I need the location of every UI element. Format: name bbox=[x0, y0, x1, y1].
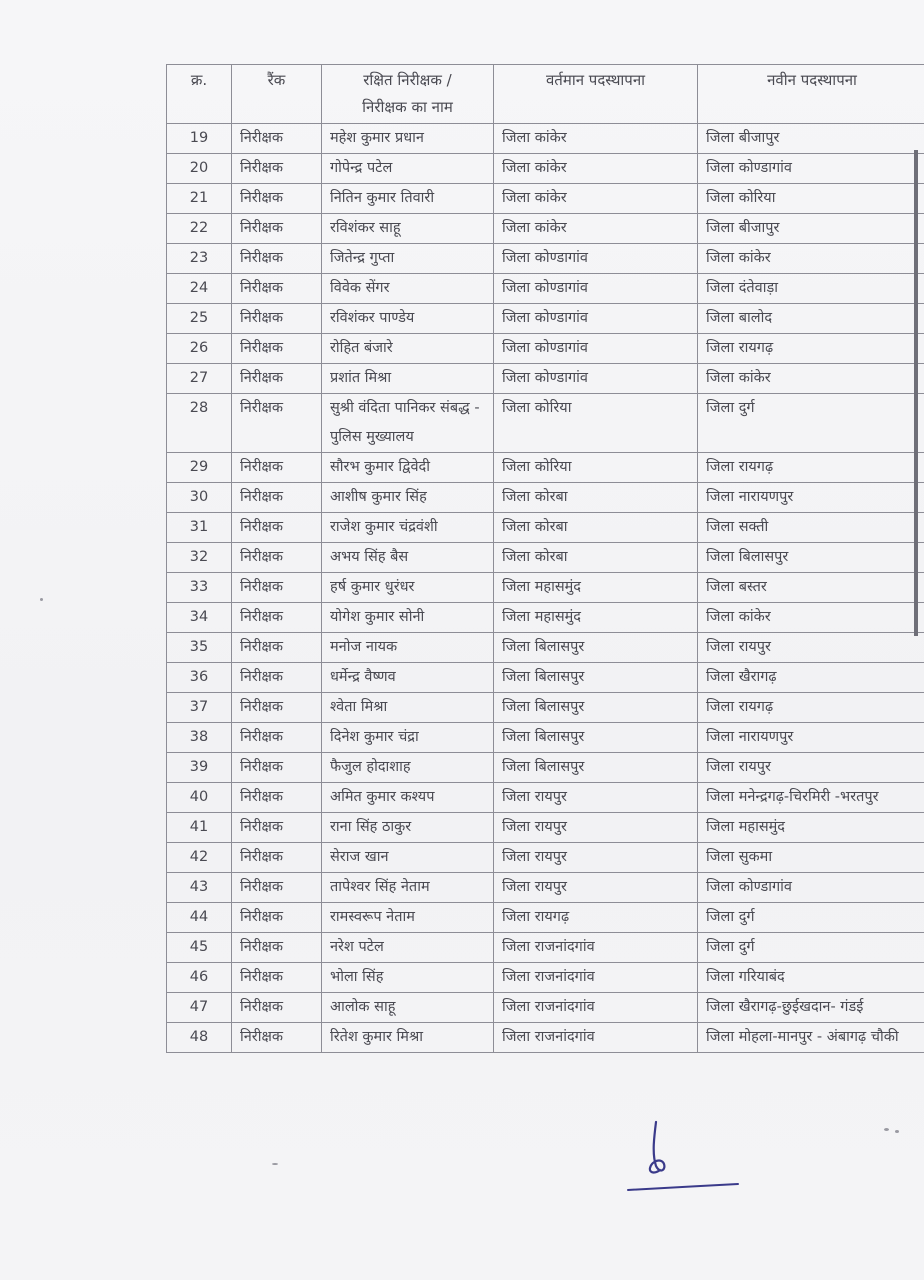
cell-serial: 44 bbox=[167, 903, 232, 933]
cell-serial: 30 bbox=[167, 483, 232, 513]
table-row bbox=[167, 663, 924, 693]
table-row bbox=[167, 304, 924, 334]
cell-rank: निरीक्षक bbox=[232, 1023, 322, 1053]
cell-serial: 46 bbox=[167, 963, 232, 993]
header-rank: रैंक bbox=[232, 65, 322, 124]
cell-rank: निरीक्षक bbox=[232, 903, 322, 933]
cell-serial: 38 bbox=[167, 723, 232, 753]
cell-new-posting: जिला बस्तर bbox=[698, 573, 924, 603]
cell-current-posting: जिला कांकेर bbox=[494, 214, 698, 244]
cell-name: रोहित बंजारे bbox=[322, 334, 494, 364]
cell-serial: 19 bbox=[167, 124, 232, 154]
table-row bbox=[167, 184, 924, 214]
cell-serial: 37 bbox=[167, 693, 232, 723]
cell-rank: निरीक्षक bbox=[232, 633, 322, 663]
cell-name: दिनेश कुमार चंद्रा bbox=[322, 723, 494, 753]
cell-serial: 35 bbox=[167, 633, 232, 663]
cell-name: हर्ष कुमार धुरंधर bbox=[322, 573, 494, 603]
cell-name: जितेन्द्र गुप्ता bbox=[322, 244, 494, 274]
cell-rank: निरीक्षक bbox=[232, 573, 322, 603]
cell-name: राजेश कुमार चंद्रवंशी bbox=[322, 513, 494, 543]
scan-speck bbox=[40, 598, 43, 601]
cell-serial: 31 bbox=[167, 513, 232, 543]
cell-rank: निरीक्षक bbox=[232, 843, 322, 873]
cell-current-posting: जिला कांकेर bbox=[494, 124, 698, 154]
cell-serial: 42 bbox=[167, 843, 232, 873]
cell-current-posting: जिला कोरिया bbox=[494, 453, 698, 483]
cell-new-posting: जिला गरियाबंद bbox=[698, 963, 924, 993]
cell-name: श्वेता मिश्रा bbox=[322, 693, 494, 723]
cell-new-posting: जिला कोण्डागांव bbox=[698, 873, 924, 903]
cell-name: महेश कुमार प्रधान bbox=[322, 124, 494, 154]
cell-rank: निरीक्षक bbox=[232, 244, 322, 274]
cell-serial: 32 bbox=[167, 543, 232, 573]
cell-rank: निरीक्षक bbox=[232, 873, 322, 903]
cell-rank: निरीक्षक bbox=[232, 154, 322, 184]
cell-name: रविशंकर पाण्डेय bbox=[322, 304, 494, 334]
table-row bbox=[167, 483, 924, 513]
cell-rank: निरीक्षक bbox=[232, 124, 322, 154]
cell-current-posting: जिला कोरबा bbox=[494, 513, 698, 543]
table-row bbox=[167, 873, 924, 903]
cell-name: विवेक सेंगर bbox=[322, 274, 494, 304]
table-header-row bbox=[167, 65, 924, 124]
cell-name: राना सिंह ठाकुर bbox=[322, 813, 494, 843]
table-row bbox=[167, 813, 924, 843]
cell-serial: 29 bbox=[167, 453, 232, 483]
cell-serial: 24 bbox=[167, 274, 232, 304]
cell-new-posting: जिला मोहला-मानपुर - अंबागढ़ चौकी bbox=[698, 1023, 924, 1053]
table-row bbox=[167, 453, 924, 483]
cell-rank: निरीक्षक bbox=[232, 184, 322, 214]
table-row bbox=[167, 783, 924, 813]
cell-current-posting: जिला महासमुंद bbox=[494, 603, 698, 633]
cell-current-posting: जिला कोरबा bbox=[494, 483, 698, 513]
cell-rank: निरीक्षक bbox=[232, 783, 322, 813]
cell-serial: 47 bbox=[167, 993, 232, 1023]
cell-current-posting: जिला कोरबा bbox=[494, 543, 698, 573]
cell-name: योगेश कुमार सोनी bbox=[322, 603, 494, 633]
cell-serial: 41 bbox=[167, 813, 232, 843]
cell-current-posting: जिला कांकेर bbox=[494, 184, 698, 214]
cell-name: मनोज नायक bbox=[322, 633, 494, 663]
cell-new-posting: जिला नारायणपुर bbox=[698, 723, 924, 753]
table-row bbox=[167, 633, 924, 663]
cell-current-posting: जिला रायपुर bbox=[494, 783, 698, 813]
cell-new-posting: जिला रायगढ़ bbox=[698, 693, 924, 723]
cell-current-posting: जिला कोण्डागांव bbox=[494, 244, 698, 274]
cell-rank: निरीक्षक bbox=[232, 274, 322, 304]
cell-current-posting: जिला कोण्डागांव bbox=[494, 304, 698, 334]
cell-new-posting: जिला रायगढ़ bbox=[698, 453, 924, 483]
cell-name: रामस्वरूप नेताम bbox=[322, 903, 494, 933]
cell-current-posting: जिला कोण्डागांव bbox=[494, 364, 698, 394]
cell-current-posting: जिला बिलासपुर bbox=[494, 723, 698, 753]
table-row bbox=[167, 903, 924, 933]
cell-name: नरेश पटेल bbox=[322, 933, 494, 963]
cell-current-posting: जिला कांकेर bbox=[494, 154, 698, 184]
cell-name: भोला सिंह bbox=[322, 963, 494, 993]
cell-serial: 33 bbox=[167, 573, 232, 603]
cell-current-posting: जिला बिलासपुर bbox=[494, 633, 698, 663]
cell-serial: 20 bbox=[167, 154, 232, 184]
cell-new-posting: जिला सुकमा bbox=[698, 843, 924, 873]
cell-new-posting: जिला कोरिया bbox=[698, 184, 924, 214]
table-row bbox=[167, 753, 924, 783]
cell-rank: निरीक्षक bbox=[232, 813, 322, 843]
cell-rank: निरीक्षक bbox=[232, 334, 322, 364]
cell-new-posting: जिला मनेन्द्रगढ़-चिरमिरी -भरतपुर bbox=[698, 783, 924, 813]
cell-rank: निरीक्षक bbox=[232, 483, 322, 513]
cell-name: धर्मेन्द्र वैष्णव bbox=[322, 663, 494, 693]
cell-serial: 21 bbox=[167, 184, 232, 214]
cell-current-posting: जिला राजनांदगांव bbox=[494, 963, 698, 993]
cell-serial: 25 bbox=[167, 304, 232, 334]
scan-speck bbox=[272, 1163, 278, 1165]
cell-rank: निरीक्षक bbox=[232, 543, 322, 573]
cell-name: रितेश कुमार मिश्रा bbox=[322, 1023, 494, 1053]
cell-current-posting: जिला कोरिया bbox=[494, 394, 698, 453]
cell-new-posting: जिला दुर्ग bbox=[698, 903, 924, 933]
cell-current-posting: जिला रायगढ़ bbox=[494, 903, 698, 933]
cell-new-posting: जिला खैरागढ़-छुईखदान- गंडई bbox=[698, 993, 924, 1023]
header-serial: क्र. bbox=[167, 65, 232, 124]
cell-name: सेराज खान bbox=[322, 843, 494, 873]
cell-rank: निरीक्षक bbox=[232, 304, 322, 334]
header-name-line1: रक्षित निरीक्षक / bbox=[363, 71, 452, 89]
cell-serial: 27 bbox=[167, 364, 232, 394]
cell-current-posting: जिला बिलासपुर bbox=[494, 693, 698, 723]
table-row bbox=[167, 244, 924, 274]
cell-current-posting: जिला राजनांदगांव bbox=[494, 1023, 698, 1053]
cell-new-posting: जिला दुर्ग bbox=[698, 933, 924, 963]
cell-rank: निरीक्षक bbox=[232, 394, 322, 453]
cell-new-posting: जिला कांकेर bbox=[698, 603, 924, 633]
cell-name: आलोक साहू bbox=[322, 993, 494, 1023]
cell-name: प्रशांत मिश्रा bbox=[322, 364, 494, 394]
cell-rank: निरीक्षक bbox=[232, 603, 322, 633]
cell-new-posting: जिला कोण्डागांव bbox=[698, 154, 924, 184]
cell-new-posting: जिला दुर्ग bbox=[698, 394, 924, 453]
scan-edge-bar bbox=[914, 150, 918, 636]
cell-rank: निरीक्षक bbox=[232, 453, 322, 483]
header-name bbox=[322, 65, 494, 124]
table-row bbox=[167, 963, 924, 993]
cell-name: नितिन कुमार तिवारी bbox=[322, 184, 494, 214]
cell-rank: निरीक्षक bbox=[232, 214, 322, 244]
table-row bbox=[167, 993, 924, 1023]
cell-serial: 23 bbox=[167, 244, 232, 274]
cell-name: रविशंकर साहू bbox=[322, 214, 494, 244]
cell-current-posting: जिला राजनांदगांव bbox=[494, 993, 698, 1023]
header-new-posting: नवीन पदस्थापना bbox=[698, 65, 924, 124]
cell-serial: 22 bbox=[167, 214, 232, 244]
cell-rank: निरीक्षक bbox=[232, 693, 322, 723]
table-row bbox=[167, 693, 924, 723]
header-name-line2: निरीक्षक का नाम bbox=[362, 98, 453, 116]
cell-name: तापेश्वर सिंह नेताम bbox=[322, 873, 494, 903]
cell-new-posting: जिला खैरागढ़ bbox=[698, 663, 924, 693]
table-row bbox=[167, 1023, 924, 1053]
table-row bbox=[167, 334, 924, 364]
cell-name: अमित कुमार कश्यप bbox=[322, 783, 494, 813]
cell-current-posting: जिला रायपुर bbox=[494, 813, 698, 843]
scan-speck bbox=[895, 1130, 899, 1133]
cell-current-posting: जिला रायपुर bbox=[494, 843, 698, 873]
cell-serial: 48 bbox=[167, 1023, 232, 1053]
table-row bbox=[167, 274, 924, 304]
cell-name: सुश्री वंदिता पानिकर संबद्ध - पुलिस मुख्यालय bbox=[322, 394, 494, 453]
cell-current-posting: जिला बिलासपुर bbox=[494, 753, 698, 783]
scan-speck bbox=[884, 1128, 889, 1131]
cell-current-posting: जिला महासमुंद bbox=[494, 573, 698, 603]
table-row bbox=[167, 933, 924, 963]
cell-new-posting: जिला नारायणपुर bbox=[698, 483, 924, 513]
table-body bbox=[167, 124, 924, 1053]
transfer-table bbox=[166, 64, 924, 1053]
cell-serial: 26 bbox=[167, 334, 232, 364]
cell-new-posting: जिला रायपुर bbox=[698, 753, 924, 783]
cell-serial: 34 bbox=[167, 603, 232, 633]
cell-new-posting: जिला रायगढ़ bbox=[698, 334, 924, 364]
cell-rank: निरीक्षक bbox=[232, 933, 322, 963]
cell-new-posting: जिला कांकेर bbox=[698, 364, 924, 394]
cell-new-posting: जिला बीजापुर bbox=[698, 124, 924, 154]
cell-new-posting: जिला दंतेवाड़ा bbox=[698, 274, 924, 304]
cell-current-posting: जिला बिलासपुर bbox=[494, 663, 698, 693]
cell-new-posting: जिला कांकेर bbox=[698, 244, 924, 274]
cell-name: सौरभ कुमार द्विवेदी bbox=[322, 453, 494, 483]
table-row bbox=[167, 154, 924, 184]
cell-name: अभय सिंह बैस bbox=[322, 543, 494, 573]
cell-rank: निरीक्षक bbox=[232, 993, 322, 1023]
cell-serial: 28 bbox=[167, 394, 232, 453]
cell-rank: निरीक्षक bbox=[232, 963, 322, 993]
cell-rank: निरीक्षक bbox=[232, 723, 322, 753]
cell-new-posting: जिला बालोद bbox=[698, 304, 924, 334]
cell-serial: 36 bbox=[167, 663, 232, 693]
cell-rank: निरीक्षक bbox=[232, 663, 322, 693]
cell-new-posting: जिला महासमुंद bbox=[698, 813, 924, 843]
table-row bbox=[167, 394, 924, 453]
table-row bbox=[167, 513, 924, 543]
cell-new-posting: जिला बिलासपुर bbox=[698, 543, 924, 573]
cell-current-posting: जिला राजनांदगांव bbox=[494, 933, 698, 963]
signature bbox=[622, 1110, 752, 1200]
cell-new-posting: जिला सक्ती bbox=[698, 513, 924, 543]
cell-rank: निरीक्षक bbox=[232, 364, 322, 394]
table-row bbox=[167, 603, 924, 633]
cell-current-posting: जिला कोण्डागांव bbox=[494, 274, 698, 304]
cell-current-posting: जिला रायपुर bbox=[494, 873, 698, 903]
cell-rank: निरीक्षक bbox=[232, 513, 322, 543]
cell-name: फैजुल होदाशाह bbox=[322, 753, 494, 783]
cell-name: आशीष कुमार सिंह bbox=[322, 483, 494, 513]
cell-serial: 40 bbox=[167, 783, 232, 813]
cell-new-posting: जिला बीजापुर bbox=[698, 214, 924, 244]
table-row bbox=[167, 364, 924, 394]
table-row bbox=[167, 214, 924, 244]
cell-serial: 39 bbox=[167, 753, 232, 783]
table-row bbox=[167, 543, 924, 573]
cell-new-posting: जिला रायपुर bbox=[698, 633, 924, 663]
cell-serial: 43 bbox=[167, 873, 232, 903]
table-row bbox=[167, 573, 924, 603]
cell-serial: 45 bbox=[167, 933, 232, 963]
table-row bbox=[167, 843, 924, 873]
cell-current-posting: जिला कोण्डागांव bbox=[494, 334, 698, 364]
table-row bbox=[167, 124, 924, 154]
header-current-posting: वर्तमान पदस्थापना bbox=[494, 65, 698, 124]
table-row bbox=[167, 723, 924, 753]
cell-name: गोपेन्द्र पटेल bbox=[322, 154, 494, 184]
cell-rank: निरीक्षक bbox=[232, 753, 322, 783]
